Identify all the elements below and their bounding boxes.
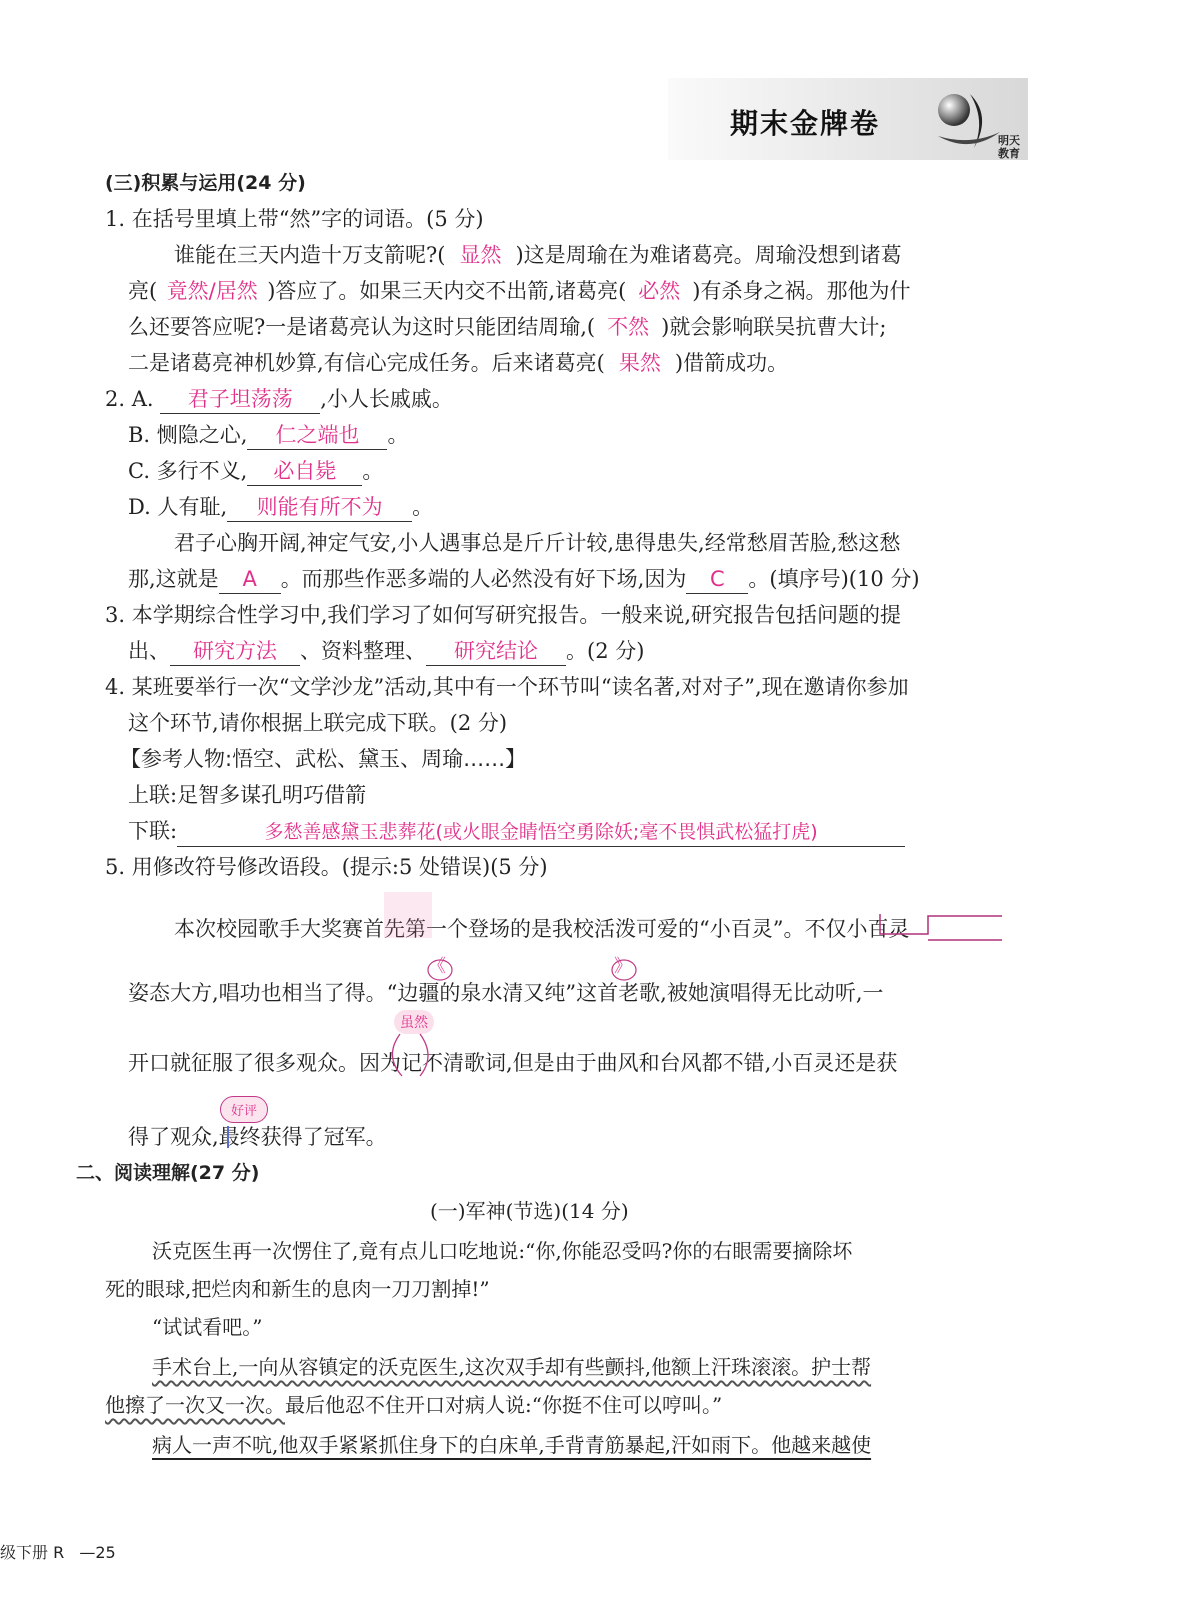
q1-line3: 么还要答应呢?一是诸葛亮认为这时只能团结周瑜,( 不然 )就会影响联吴抗曹大计; xyxy=(128,312,886,342)
q5-stem: 5. 用修改符号修改语段。(提示:5 处错误)(5 分) xyxy=(105,855,548,879)
reading-para2: 死的眼球,把烂肉和新生的息肉一刀刀割掉!” xyxy=(105,1277,490,1301)
insert-mark: 》 xyxy=(614,956,632,977)
add-word-mark: 好评 xyxy=(220,1096,268,1123)
q2-para2: 那,这就是 A 。而那些作恶多端的人必然没有好下场,因为 C 。(填序号)(10 分) xyxy=(128,564,920,594)
q4-line2: 这个环节,请你根据上联完成下联。(2 分) xyxy=(128,711,508,735)
q5-paragraph-line4: 得了观众,最终获得了冠军。 xyxy=(128,1125,387,1149)
q2-b: B. 恻隐之心, 仁之端也 。 xyxy=(128,420,408,450)
answer-handwritten: 显然 xyxy=(459,243,502,267)
q3-line1: 3. 本学期综合性学习中,我们学习了如何写研究报告。一般来说,研究报告包括问题的提 xyxy=(105,603,902,627)
page-number: —25 xyxy=(79,1543,116,1562)
reading-para4: 手术台上,一向从容镇定的沃克医生,这次双手却有些颤抖,他额上汗珠滚滚。护士帮 xyxy=(152,1355,872,1379)
q1-line2: 亮( 竟然/居然 )答应了。如果三天内交不出箭,诸葛亮( 必然 )有杀身之祸。那他为什 xyxy=(128,276,910,306)
q5-paragraph-line1: 本次校园歌手大奖赛首先第一个登场的是我校活泼可爱的“小百灵”。不仅小百灵 xyxy=(174,917,910,941)
header-title: 期末金牌卷 xyxy=(730,107,881,140)
q1-line1: 谁能在三天内造十万支箭呢?( 显然 )这是周瑜在为难诸葛亮。周瑜没想到诸葛 xyxy=(174,240,902,270)
q2-c: C. 多行不义, 必自毙 。 xyxy=(128,456,383,486)
q2-d: D. 人有耻, 则能有所不为 。 xyxy=(128,492,433,522)
answer-handwritten: 不然 xyxy=(607,315,650,339)
answer-handwritten: 果然 xyxy=(618,351,661,375)
reading-para6: 病人一声不吭,他双手紧紧抓住身下的白床单,手背青筋暴起,汗如雨下。他越来越使 xyxy=(152,1433,872,1457)
reading-para3: “试试看吧。” xyxy=(152,1315,263,1339)
insert-mark: 《 xyxy=(428,956,446,977)
q2-para1: 君子心胸开阔,神定气安,小人遇事总是斤斤计较,患得患失,经常愁眉苦脸,愁这愁 xyxy=(174,531,901,555)
answer-blank: A xyxy=(219,565,281,594)
answer-handwritten: 竟然/居然 xyxy=(166,279,258,303)
answer-handwritten: 必然 xyxy=(638,279,681,303)
answer-blank: 则能有所不为 xyxy=(227,493,412,522)
q4-upper-couplet: 上联:足智多谋孔明巧借箭 xyxy=(128,783,367,807)
q5-paragraph-line3: 开口就征服了很多观众。因为记不清歌词,但是由于曲风和台风都不错,小百灵还是获 xyxy=(128,1051,898,1075)
q2-a: 2. A. 君子坦荡荡 ,小人长戚戚。 xyxy=(105,384,453,414)
q5-paragraph-line2: 姿态大方,唱功也相当了得。“边疆的泉水清又纯”这首老歌,被她演唱得无比动听,一 xyxy=(128,981,884,1005)
reading-section-title: 二、阅读理解(27 分) xyxy=(76,1162,260,1184)
q4-line1: 4. 某班要举行一次“文学沙龙”活动,其中有一个环节叫“读名著,对对子”,现在邀请你参加 xyxy=(105,675,909,699)
q1-stem: 1. 在括号里填上带“然”字的词语。(5 分) xyxy=(105,207,484,231)
answer-blank: 多愁善感黛玉悲葬花(或火眼金睛悟空勇除妖;毫不畏惧武松猛打虎) xyxy=(177,818,905,847)
replace-mark: 虽然 xyxy=(394,1010,434,1034)
q4-lower-couplet: 下联: 多愁善感黛玉悲葬花(或火眼金睛悟空勇除妖;毫不畏惧武松猛打虎) xyxy=(128,816,905,847)
page-footer: 级下册 R —25 xyxy=(0,1543,116,1562)
answer-blank: 仁之端也 xyxy=(247,421,387,450)
q1-line4: 二是诸葛亮神机妙算,有信心完成任务。后来诸葛亮( 果然 )借箭成功。 xyxy=(128,348,788,378)
reading-para5: 他擦了一次又一次。最后他忍不住开口对病人说:“你挺不住可以哼叫。” xyxy=(105,1393,723,1417)
q3-line2: 出、 研究方法 、资料整理、 研究结论 。(2 分) xyxy=(128,636,644,666)
q4-reference: 【参考人物:悟空、武松、黛玉、周瑜……】 xyxy=(120,747,527,771)
answer-blank: 必自毙 xyxy=(247,457,362,486)
answer-blank: 研究方法 xyxy=(170,637,300,666)
answer-blank: 君子坦荡荡 xyxy=(160,385,320,414)
reading-para1: 沃克医生再一次愣住了,竟有点儿口吃地说:“你,你能忍受吗?你的右眼需要摘除坏 xyxy=(152,1239,853,1263)
section-title: (三)积累与运用(24 分) xyxy=(105,172,306,194)
logo-text: 明天 教育 xyxy=(998,134,1020,160)
reading-subtitle: (一)军神(节选)(14 分) xyxy=(430,1199,629,1223)
answer-blank: 研究结论 xyxy=(426,637,566,666)
answer-blank: C xyxy=(686,565,748,594)
